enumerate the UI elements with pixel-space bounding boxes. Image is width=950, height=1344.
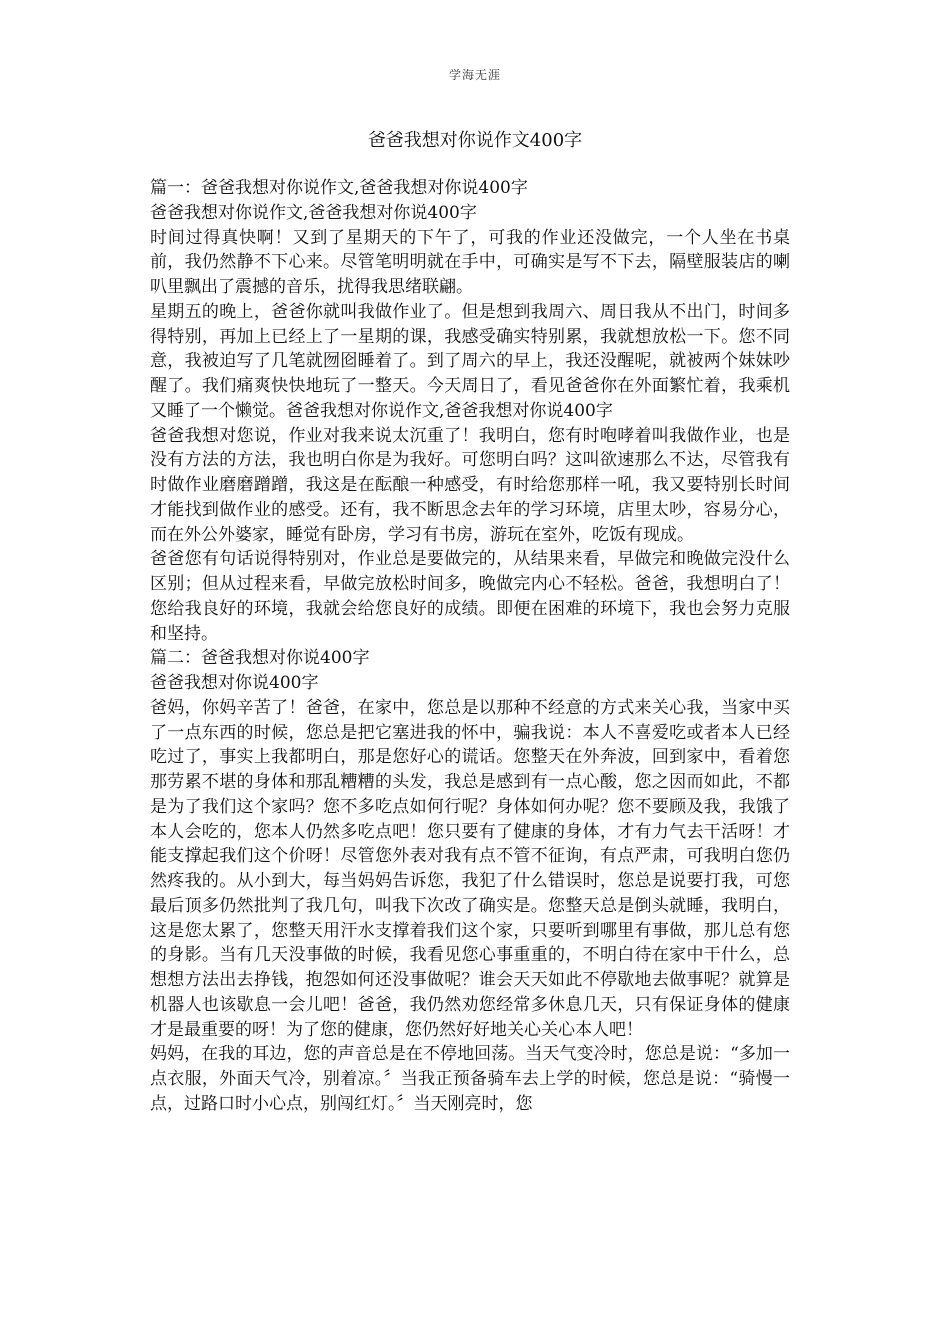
paragraph: 爸妈，你妈辛苦了！爸爸，在家中，您总是以那种不经意的方式来关心我，当家中买了一点东西的时候，您总是把它塞进我的怀中，骗我说：本人不喜爱吃或者本人已经吃过了，事实上我都明白，那是您好心的谎话。您整天在外奔波，回到家中，看着您那劳累不堪的身体和那乱糟糟的头发，我总是感到有一点心酸，您之因而如此，不都是为了我们这个家吗？您不多吃点如何行呢？身体如何办呢？您不要顾及我，我饿了本人会吃的，您本人仍然多吃点吧！您只要有了健康的身体，才有力气去干活呀！才能支撑起我们这个价呀！尽管您外表对我有点不管不征询，有点严肃，可我明白您仍然疼我的。从小到大，每当妈妈告诉您，我犯了什么错误时，您总是说要打我，可您最后顶多仍然批判了我几句，叫我下次改了确实是。您整天总是倒头就睡，我明白，这是您太累了，您整天用汗水支撑着我们这个家，只要听到哪里有事做，那儿总有您的身影。当有几天没事做的时候，我看见您心事重重的，不明白待在家中干什么，总想想方法出去挣钱，抱怨如何还没事做呢？谁会天天如此不停歇地去做事呢？就算是机器人也该歇息一会儿吧！爸爸，我仍然劝您经常多休息几天，只有保证身体的健康才是最重要的呀！为了您的健康，您仍然好好地关心关心本人吧！ — [150, 697, 790, 1040]
paragraph: 爸爸我想对您说，作业对我来说太沉重了！我明白，您有时咆哮着叫我做作业，也是没有方法的方法，我也明白你是为我好。可您明白吗？这叫欲速那么不达，尽管我有时做作业磨磨蹭蹭，我这是在酝酿一种感受，有时给您那样一吼，我又要特别长时间才能找到做作业的感受。还有，我不断思念去年的学习环境，店里太吵，容易分心，而在外公外婆家，睡觉有卧房，学习有书房，游玩在室外，吃饭有现成。 — [150, 425, 790, 545]
paragraph-section-1-heading: 篇一：爸爸我想对你说作文,爸爸我想对你说400字 — [150, 178, 528, 198]
paragraph: 妈妈，在我的耳边，您的声音总是在不停地回荡。当天气变冷时，您总是说：“多加一点衣服，外面天气冷，别着凉。〞当我正预备骑车去上学的时候，您总是说：“骑慢一点，过路口时小心点，别闯红灯。〞当天刚亮时，您 — [150, 1044, 790, 1114]
document-title: 爸爸我想对你说作文400字 — [367, 130, 583, 151]
paragraph: 时间过得真快啊！又到了星期天的下午了，可我的作业还没做完，一个人坐在书桌前，我仍然静不下心来。尽管笔明明就在手中，可确实是写不下去，隔壁服装店的喇叭里飘出了震撼的音乐，扰得我思绪联翩。 — [150, 227, 790, 297]
paragraph: 爸爸您有句话说得特别对，作业总是要做完的，从结果来看，早做完和晚做完没什么区别；但从过程来看，早做完放松时间多，晚做完内心不轻松。爸爸，我想明白了！您给我良好的环境，我就会给您良好的成绩。即便在困难的环境下，我也会努力克服和坚持。 — [150, 549, 790, 644]
document-body — [150, 176, 790, 1117]
paragraph-section-2-subtitle: 爸爸我想对你说400字 — [150, 673, 319, 693]
running-header: 学海无涯 — [448, 68, 501, 82]
paragraph-section-2-heading: 篇二：爸爸我想对你说400字 — [150, 648, 370, 669]
paragraph: 星期五的晚上，爸爸你就叫我做作业了。但是想到我周六、周日我从不出门，时间多得特别，再加上已经上了一星期的课，我感受确实特别累，我就想放松一下。您不同意，我被迫写了几笔就囫囵睡着了。到了周六的早上，我还没醒呢，就被两个妹妹吵醒了。我们痛爽快快地玩了一整天。今天周日了，看见爸爸你在外面繁忙着，我乘机又睡了一个懒觉。爸爸我想对你说作文,爸爸我想对你说400字 — [150, 301, 790, 421]
paragraph-section-1-subtitle: 爸爸我想对你说作文,爸爸我想对你说400字 — [150, 202, 477, 223]
